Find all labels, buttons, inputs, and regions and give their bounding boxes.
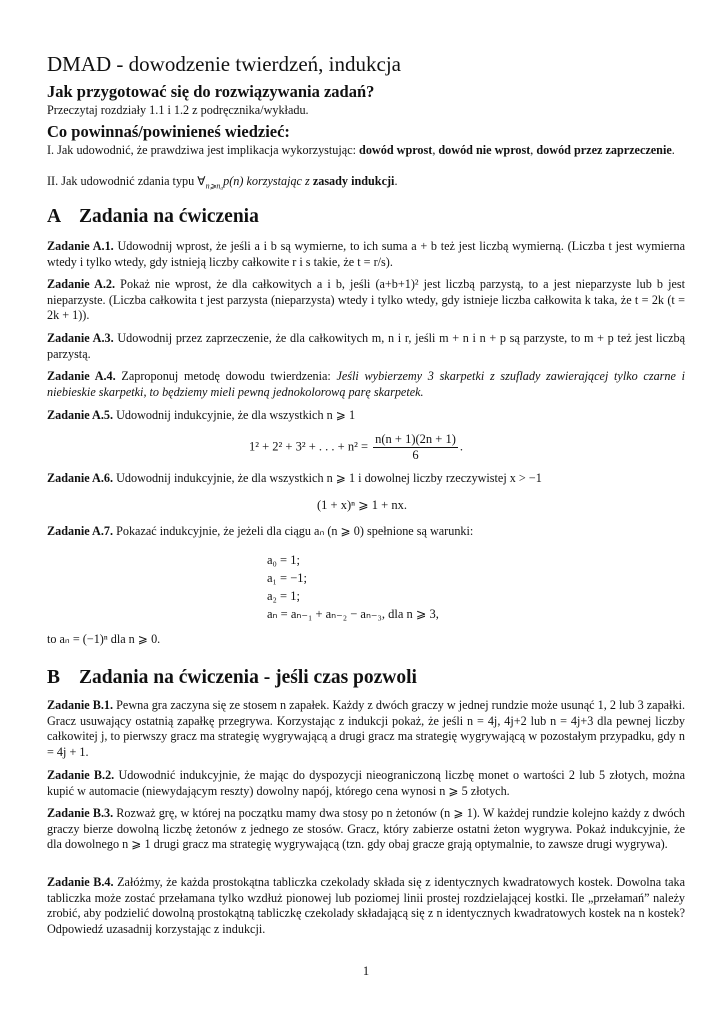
equation-a5-lhs: 1² + 2² + 3² + . . . + n² = <box>249 439 368 454</box>
prep-text: Przeczytaj rozdziały 1.1 i 1.2 z podręcznika/wykładu. <box>47 103 309 117</box>
task-a7: Zadanie A.7. Pokazać indukcyjnie, że jeżeli dla ciągu aₙ (n ⩾ 0) spełnione są warunki: <box>47 524 474 538</box>
fraction-denominator: 6 <box>412 448 419 462</box>
task-b4: Zadanie B.4. Załóżmy, że każda prostokątna tabliczka czekolady składa się z identycznych kwadratowych kostek. Dowolna taka tabliczka może zostać przełamana tylko wzdłuż pionowej lub poziomej linii prostej rozdzielającej kostki. Ile „przełamań” należy zrobić, aby podzielić dowolną prostokątną tabliczkę czekolady składającą się z n identycznych kwadratowych kostek na n kostek? Odpowiedź uzasadnij korzystając z indukcji. <box>47 875 685 936</box>
recurrence-line: aₙ = aₙ₋₁ + aₙ₋₂ − aₙ₋₃, dla n ⩾ 3, <box>267 607 439 621</box>
task-b2: Zadanie B.2. Udowodnić indukcyjnie, że mając do dyspozycji nieograniczoną liczbę monet o wartości 2 lub 5 złotych, można kupić w automacie (niewydającym reszty) dowolny napój, którego cena wynosi n ⩾ 5 złotych. <box>47 768 685 798</box>
knowledge-item-1: I. Jak udowodnić, że prawdziwa jest implikacja wykorzystując: dowód wprost, dowód nie wprost, dowód przez zaprzeczenie. <box>47 143 675 157</box>
fraction-numerator: n(n + 1)(2n + 1) <box>375 432 456 446</box>
task-b3: Zadanie B.3. Rozważ grę, w której na początku mamy dwa stosy po n żetonów (n ⩾ 1). W każdej rundzie kolejno każdy z dwóch graczy bierze dowolną liczbę żetonów z jednego ze stosów. Gracz, który zabierze ostatni żeton wygrywa. Pokaż indukcyjnie, że dla dowolnego n ⩾ 1 drugi gracz ma strategię wygrywającą (tzn. gdy obaj gracze grają optymalnie, to zawsze drugi wygrywa). <box>47 806 685 852</box>
document-title: DMAD - dowodzenie twierdzeń, indukcja <box>47 52 401 76</box>
equation-a7-system <box>267 551 439 623</box>
task-a6: Zadanie A.6. Udowodnij indukcyjnie, że dla wszystkich n ⩾ 1 i dowolnej liczby rzeczywistej x > −1 <box>47 471 542 485</box>
recurrence-line: a₀ = 1; <box>267 553 300 567</box>
task-a7-conclusion: to aₙ = (−1)ⁿ dla n ⩾ 0. <box>47 632 161 646</box>
task-a1: Zadanie A.1. Udowodnij wprost, że jeśli a i b są wymierne, to ich suma a + b też jest liczbą wymierną. (Liczba t jest wymierna wtedy i tylko wtedy, gdy istnieją liczby całkowite r i s takie, że t = r/s). <box>47 239 686 269</box>
task-a3: Zadanie A.3. Udowodnij przez zaprzeczenie, że dla całkowitych m, n i r, jeśli m + n i n + p są parzyste, to m + p też jest liczbą parzystą. <box>47 331 685 361</box>
knowledge-item-2: II. Jak udowodnić zdania typu $\forall_{n⩾n_0}p(n)$ korzystając z zasady indukcji. <box>47 174 398 191</box>
task-a2: Zadanie A.2. Pokaż nie wprost, że dla całkowitych a i b, jeśli (a+b+1)² jest liczbą parzystą, to a jest nieparzyste lub b jest nieparzyste. (Liczba całkowita t jest parzysta (nieparzysta) wtedy i tylko wtedy, gdy istnieje liczba całkowita k taka, że t = 2k (t = 2k + 1)). <box>47 277 686 323</box>
page-number: 1 <box>362 964 370 978</box>
prep-heading: Jak przygotować się do rozwiązywania zadań? <box>47 82 375 101</box>
equation-a5-end: . <box>459 439 463 454</box>
knowledge-heading: Co powinnaś/powinieneś wiedzieć: <box>47 122 290 141</box>
equation-a6: (1 + x)ⁿ ⩾ 1 + nx. <box>317 498 407 512</box>
recurrence-line: a₁ = −1; <box>267 571 307 585</box>
equation-a5-fraction <box>373 432 458 463</box>
section-a-heading: A Zadania na ćwiczenia <box>47 206 259 227</box>
equation-a5 <box>249 432 463 463</box>
task-b1: Zadanie B.1. Pewna gra zaczyna się ze stosem n zapałek. Każdy z dwóch graczy w jednej rundzie może usunąć 1, 2 lub 3 zapałki. Gracz usuwający ostatnią zapałkę przegrywa. Korzystając z indukcji pokaż, że jeśli n = 4j, 4j+2 lub n = 4j+3 dla pewnej liczby całkowitej j, to pierwszy gracz ma strategię wygrywającą a drugi gracz ma strategię wygrywającą w pozostałym przypadku, gdy n = 4j + 1. <box>47 698 685 759</box>
task-a5: Zadanie A.5. Udowodnij indukcyjnie, że dla wszystkich n ⩾ 1 <box>47 408 356 422</box>
task-a4: Zadanie A.4. Zaproponuj metodę dowodu twierdzenia: Jeśli wybierzemy 3 skarpetki z szuflady zawierającej tylko czarne i niebieskie skarpetki, to będziemy mieli pewną jednokolorową parę skarpetek. <box>47 369 686 399</box>
recurrence-line: a₂ = 1; <box>267 589 300 603</box>
section-b-heading: B Zadania na ćwiczenia - jeśli czas pozwoli <box>47 667 417 688</box>
